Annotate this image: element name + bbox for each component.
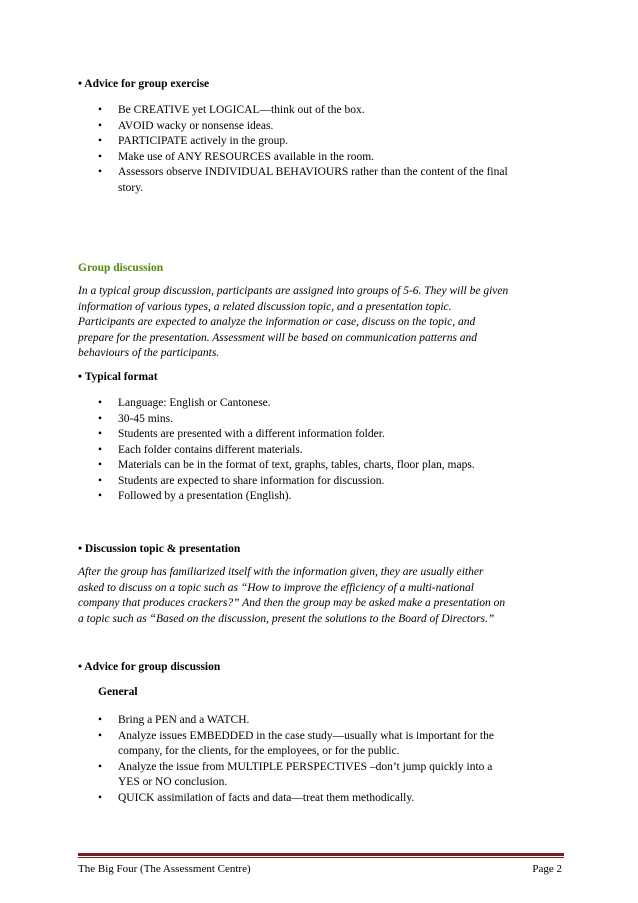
- footer-rule: [78, 853, 564, 856]
- list-item: • Each folder contains different materials.: [98, 443, 568, 459]
- list-item: • Analyze the issue from MULTIPLE PERSPECTIVES –don’t jump quickly into a: [98, 760, 568, 776]
- list-item: • Be CREATIVE yet LOGICAL—think out of the box.: [98, 103, 568, 119]
- list-item: • Assessors observe INDIVIDUAL BEHAVIOURS rather than the content of the final: [98, 165, 568, 181]
- list-item: • PARTICIPATE actively in the group.: [98, 134, 568, 150]
- bullet-icon: •: [98, 104, 103, 116]
- bullet-icon: •: [98, 135, 103, 147]
- bullet-icon: •: [98, 459, 103, 471]
- bullet-icon: •: [98, 150, 103, 163]
- bullet-icon: •: [98, 428, 103, 440]
- list-item-continuation: YES or NO conclusion.: [118, 776, 228, 788]
- footer-document-title: The Big Four (The Assessment Centre): [78, 863, 251, 875]
- bullet-icon: •: [98, 760, 103, 773]
- list-item-continuation: company, for the clients, for the employees, or for the public.: [118, 745, 400, 757]
- footer-rule-thin: [78, 857, 564, 858]
- list-item: • Students are expected to share information for discussion.: [98, 474, 568, 490]
- group-discussion-heading: Group discussion: [78, 262, 164, 274]
- list-item: • 30-45 mins.: [98, 412, 568, 428]
- bullet-icon: •: [98, 412, 103, 425]
- bullet-icon: •: [98, 119, 103, 132]
- general-subheading: General: [98, 686, 138, 698]
- bullet-icon: •: [98, 490, 103, 502]
- discussion-advice-heading: • Advice for group discussion: [78, 661, 221, 673]
- typical-format-heading: • Typical format: [78, 371, 158, 383]
- list-item: • QUICK assimilation of facts and data—treat them methodically.: [98, 791, 568, 807]
- bullet-icon: •: [98, 714, 103, 726]
- typical-format-list: [98, 396, 568, 505]
- topic-presentation-heading: • Discussion topic & presentation: [78, 543, 241, 555]
- topic-presentation-paragraph: After the group has familiarized itself with the information given, they are usually either asked to discuss on a topic such as “How to improve the efficiency of a multi-national company that produces crackers?” And then the group may be asked make a presentation on a topic such as “Based on the discussion, present the solutions to the Board of Directors.”: [78, 566, 506, 625]
- footer-page-number: Page 2: [532, 863, 562, 875]
- bullet-icon: •: [98, 791, 103, 804]
- bullet-icon: •: [98, 166, 103, 178]
- list-item: • Make use of ANY RESOURCES available in the room.: [98, 150, 568, 166]
- group-discussion-paragraph: In a typical group discussion, participants are assigned into groups of 5-6. They will be given information of various types, a related discussion topic, and a presentation topic. Participants are expected to analyze the information or case, discuss on the topic, and prepare for the presentation. Assessment will be based on communication patterns and behaviours of the participants.: [78, 285, 509, 359]
- list-item: • Bring a PEN and a WATCH.: [98, 713, 568, 729]
- list-item: • Language: English or Cantonese.: [98, 396, 568, 412]
- list-item: • Followed by a presentation (English).: [98, 489, 568, 505]
- bullet-icon: •: [98, 443, 103, 456]
- list-item-continuation: story.: [118, 181, 144, 194]
- list-item: • Students are presented with a different information folder.: [98, 427, 568, 443]
- exercise-advice-heading: • Advice for group exercise: [78, 78, 210, 90]
- list-item: • Analyze issues EMBEDDED in the case study—usually what is important for the: [98, 729, 568, 745]
- list-item: • Materials can be in the format of text, graphs, tables, charts, floor plan, maps.: [98, 458, 568, 474]
- exercise-advice-list: [98, 103, 568, 196]
- list-item: • AVOID wacky or nonsense ideas.: [98, 119, 568, 135]
- bullet-icon: •: [98, 474, 103, 487]
- discussion-advice-list: [98, 713, 568, 806]
- bullet-icon: •: [98, 397, 103, 409]
- bullet-icon: •: [98, 729, 103, 742]
